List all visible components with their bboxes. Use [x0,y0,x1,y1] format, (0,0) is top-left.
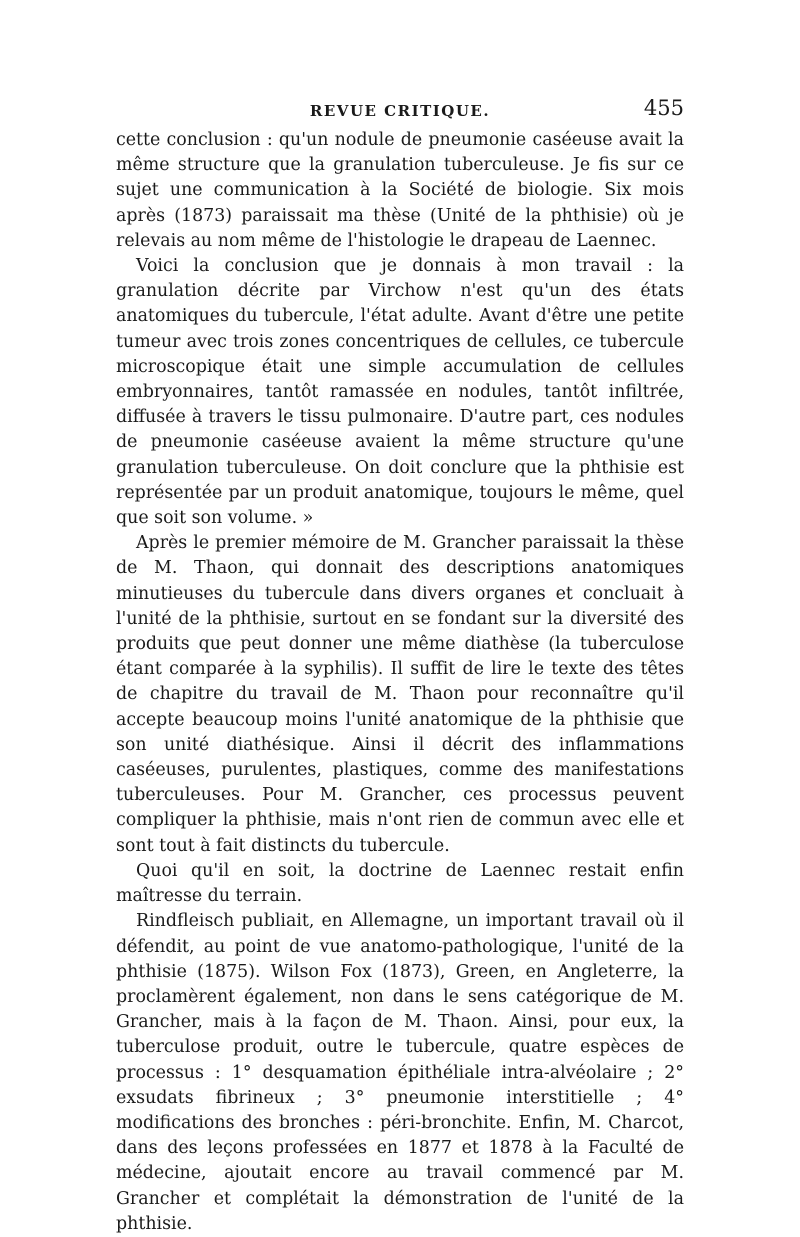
page-number: 455 [643,96,684,120]
paragraph-3: Après le premier mémoire de M. Grancher paraissait la thèse de M. Thaon, qui donnait des descriptions anatomiques minutieuses du tubercule dans divers organes et concluait à l'unité de la phthisie, surtout en se fondant sur la diversité des produits que peut donner une même diathèse (la tuberculose étant comparée à la syphilis). Il suffit de lire le texte des têtes de chapitre du travail de M. Thaon pour reconnaître qu'il accepte beaucoup moins l'unité anatomique de la phthisie que son unité diathésique. Ainsi il décrit des inflammations caséeuses, purulentes, plastiques, comme des manifestations tuberculeuses. Pour M. Grancher, ces processus peuvent compliquer la phthisie, mais n'ont rien de commun avec elle et sont tout à fait distincts du tubercule. [116,533,684,856]
page-header [116,96,684,126]
paragraph-4: Quoi qu'il en soit, la doctrine de Laennec restait enfin maîtresse du terrain. [116,860,684,907]
running-title: REVUE CRITIQUE. [309,102,491,120]
body-text [116,128,684,1237]
paragraph-1: cette conclusion : qu'un nodule de pneumonie caséeuse avait la même structure que la granulation tuberculeuse. Je fis sur ce sujet une communication à la Société de biologie. Six mois après (1873) paraissait ma thèse (Unité de la phthisie) où je relevais au nom même de l'histologie le drapeau de Laennec. [116,130,684,251]
paragraph-2: Voici la conclusion que je donnais à mon travail : la granulation décrite par Virchow n'est qu'un des états anatomiques du tubercule, l'état adulte. Avant d'être une petite tumeur avec trois zones concentriques de cellules, ce tubercule microscopique était une simple accumulation de cellules embryonnaires, tantôt ramassée en nodules, tantôt infiltrée, diffusée à travers le tissu pulmonaire. D'autre part, ces nodules de pneumonie caséeuse avaient la même structure qu'une granulation tuberculeuse. On doit conclure que la phthisie est représentée par un produit anatomique, toujours le même, quel que soit son volume. » [116,256,684,529]
paragraph-5: Rindfleisch publiait, en Allemagne, un important travail où il défendit, au point de vue anatomo-pathologique, l'unité de la phthisie (1875). Wilson Fox (1873), Green, en Angleterre, la proclamèrent également, non dans le sens catégorique de M. Grancher, mais à la façon de M. Thaon. Ainsi, pour eux, la tuberculose produit, outre le tubercule, quatre espèces de processus : 1° desquamation épithéliale intra-alvéolaire ; 2° exsudats fibrineux ; 3° pneumonie interstitielle ; 4° modifications des bronches : péri-bronchite. Enfin, M. Charcot, dans des leçons professées en 1877 et 1878 à la Faculté de médecine, ajoutait encore au travail commencé par M. Grancher et complétait la démonstration de l'unité de la phthisie. [116,911,684,1234]
